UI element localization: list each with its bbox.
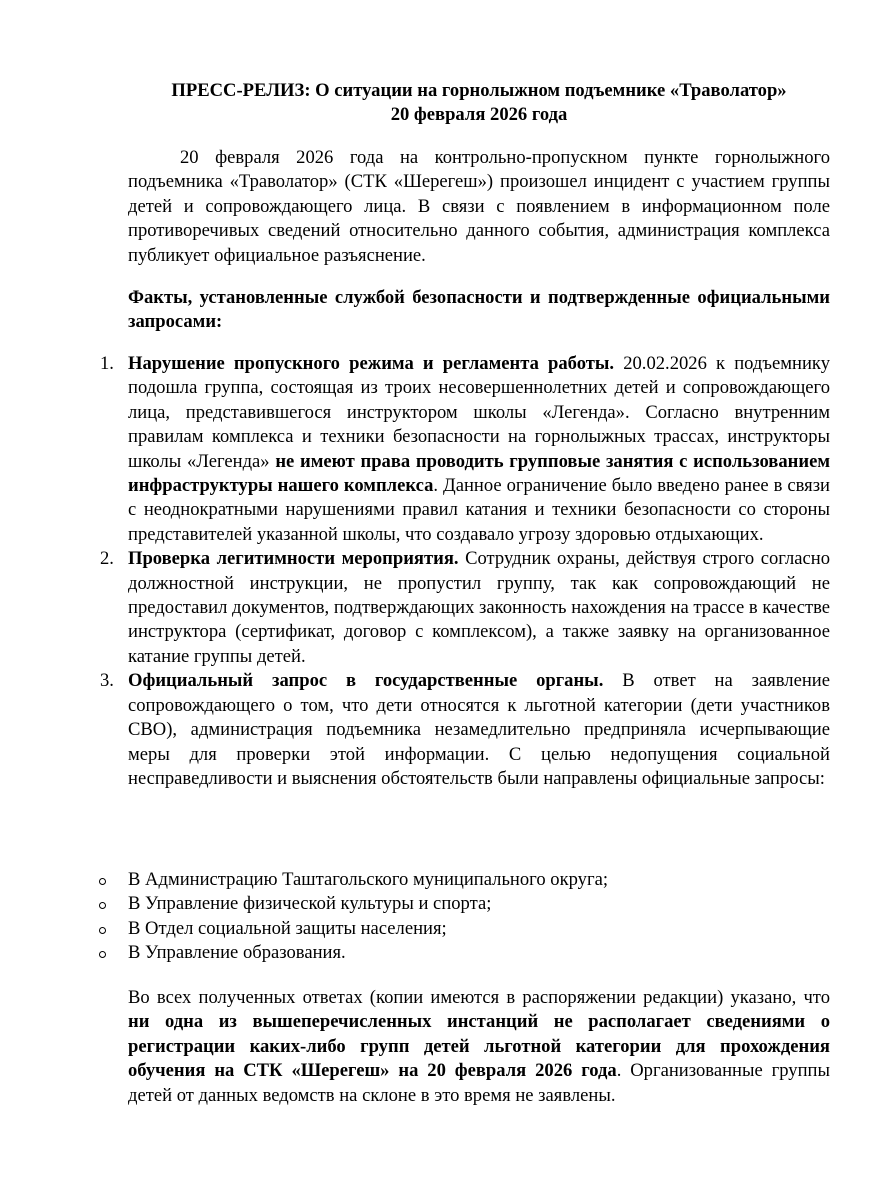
item-title: Официальный запрос в государственные органы. (128, 670, 604, 692)
conclusion-bold-text: ни одна из вышеперечисленных инстанций не располагает сведениями о регистрации каких-либо групп детей льготной категории для прохождения обучения на СТК «Шерегеш» на 20 февраля 2026 года (128, 1011, 830, 1082)
facts-list (100, 352, 830, 791)
item-text: 20.02.2026 к подъемнику подошла группа, состоящая из троих несовершеннолетних детей и сопровождающего лица, представившегося инструктором школы «Легенда». Согласно внутренним правилам комплекса и техники безопасности на горнолыжных трассах, инструкторы школы «Легенда» (128, 353, 830, 472)
circle-bullet-icon (99, 902, 106, 909)
facts-heading: Факты, установленные службой безопасности и подтвержденные официальными запросами: (128, 287, 830, 333)
circle-bullet-icon (99, 878, 106, 885)
item-text-end: . Данное ограничение было введено ранее в связи с неоднократными нарушениями правил катания и техники безопасности со стороны представителей указанной школы, что создавало угрозу здоровью отдыхающих. (128, 475, 830, 545)
list-item (100, 352, 830, 547)
page-title (100, 79, 858, 128)
intro-paragraph: 20 февраля 2026 года на контрольно-пропускном пункте горнолыжного подъемника «Траволатор» (СТК «Шерегеш») произошел инцидент с участием группы детей и сопровождающего лица. В связи с появлением в информационном поле противоречивых сведений относительно данного события, администрация комплекса публикует официальное разъяснение. (128, 147, 830, 266)
item-title: Нарушение пропускного режима и регламента работы. (128, 353, 615, 374)
title-line-1: ПРЕСС-РЕЛИЗ: О ситуации на горнолыжном подъемнике «Траволатор» (171, 80, 787, 101)
list-item: В Отдел социальной защиты населения; (128, 917, 830, 941)
item-number: 2. (100, 548, 114, 570)
list-item (100, 669, 830, 791)
circle-bullet-icon (99, 927, 106, 934)
list-item: В Управление образования. (128, 941, 830, 965)
conclusion-text: Во всех полученных ответах (копии имеются в распоряжении редакции) указано, что (128, 987, 830, 1008)
list-item: В Управление физической культуры и спорта; (128, 892, 830, 916)
list-item: В Администрацию Таштагольского муниципального округа; (128, 868, 830, 892)
circle-bullet-icon (99, 951, 106, 958)
item-number: 3. (100, 670, 114, 692)
list-item (100, 547, 830, 669)
conclusion-paragraph (128, 986, 830, 1108)
title-date: 20 февраля 2026 года (390, 104, 568, 126)
item-bold-text: не имеют права проводить групповые занятия с использованием инфраструктуры нашего комплекса (128, 450, 830, 497)
conclusion-text-end: . Организованные группы детей от данных ведомств на склоне в это время не заявлены. (128, 1060, 830, 1106)
item-title: Проверка легитимности мероприятия. (128, 548, 459, 570)
item-number: 1. (100, 353, 114, 374)
item-text: В ответ на заявление сопровождающего о том, что дети относятся к льготной категории (дети участников СВО), администрация подъемника незамедлительно предприняла исчерпывающие меры для проверки этой информации. С целью недопущения социальной несправедливости и выяснения обстоятельств были направлены официальные запросы: (128, 670, 830, 789)
item-text: Сотрудник охраны, действуя строго согласно должностной инструкции, не пропустил группу, так как сопровождающий не предоставил документов, подтверждающих законность нахождения на трассе в качестве инструктора (сертификат, договор с комплексом), а также заявку на организованное катание группы детей. (128, 548, 830, 667)
request-recipients-list (128, 868, 830, 966)
